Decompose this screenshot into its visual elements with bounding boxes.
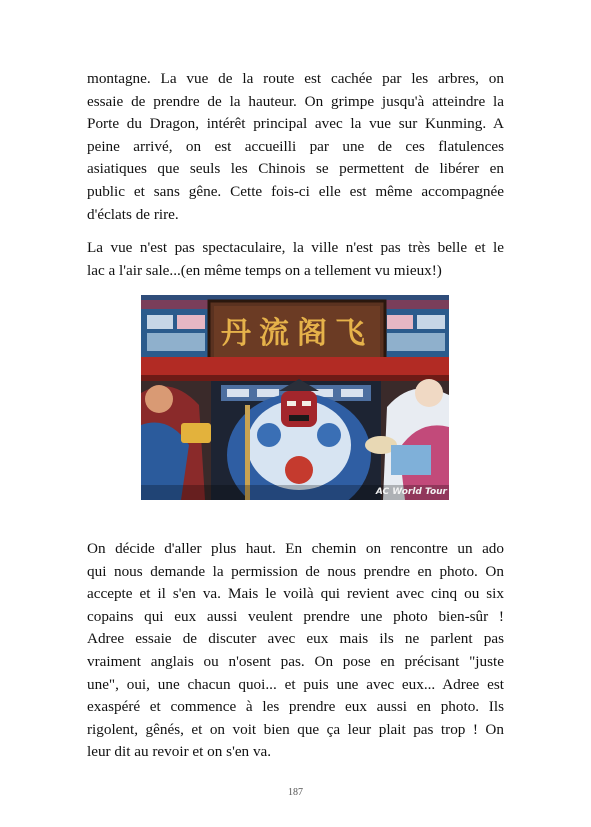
temple-photo: [141, 295, 449, 500]
text-line: vraiment anglais ou n'osent pas. On pose en précisant "juste: [87, 652, 504, 670]
text-line: On décide d'aller plus haut. En chemin on rencontre un ado: [87, 540, 504, 557]
text-line: d'éclats de rire.: [87, 205, 179, 223]
text-line: accepte et il s'en va. Mais le voilà qui revient avec cinq ou six: [87, 585, 504, 603]
paragraph-2: [87, 237, 504, 282]
temple-guardian-illustration: [141, 295, 449, 500]
text-line: asiatiques que seuls les Chinois se permettent de libérer en: [87, 160, 504, 178]
text-line: public et sans gêne. Cette fois-ci elle est même accompagnée: [87, 182, 504, 200]
paragraph-1: [87, 68, 504, 226]
text-line: essaie de prendre de la hauteur. On grimpe jusqu'à atteindre la: [87, 92, 504, 110]
text-line: La vue n'est pas spectaculaire, la ville n'est pas très belle et le: [87, 239, 504, 256]
page-number: 187: [288, 787, 303, 798]
photo-watermark: AC World Tour: [375, 487, 447, 497]
text-line: exaspéré et commence à les prendre eux aussi en photo. Ils: [87, 698, 504, 716]
text-line: montagne. La vue de la route est cachée par les arbres, on: [87, 70, 504, 87]
paragraph-3: [87, 538, 504, 764]
text-line: qui nous demande la permission de nous prendre en photo. On: [87, 562, 504, 580]
text-line: copains qui eux aussi veulent prendre une photo bien-sûr !: [87, 607, 504, 625]
text-line: une", oui, une chacun quoi... et puis une avec eux... Adree est: [87, 675, 504, 693]
text-line: rigolent, gênés, et on voit bien que ça leur plait pas trop ! On: [87, 720, 504, 738]
text-line: Porte du Dragon, intérêt principal avec la vue sur Kunming. A: [87, 115, 504, 133]
text-line: lac a l'air sale...(en même temps on a tellement vu mieux!): [87, 261, 442, 279]
text-line: leur dit au revoir et on s'en va.: [87, 743, 272, 761]
text-line: peine arrivé, on est accueilli par une de ces flatulences: [87, 137, 504, 155]
signboard-text: 丹流阁飞: [221, 316, 373, 351]
text-line: Adree essaie de discuter avec eux mais ils ne parlent pas: [87, 630, 504, 648]
